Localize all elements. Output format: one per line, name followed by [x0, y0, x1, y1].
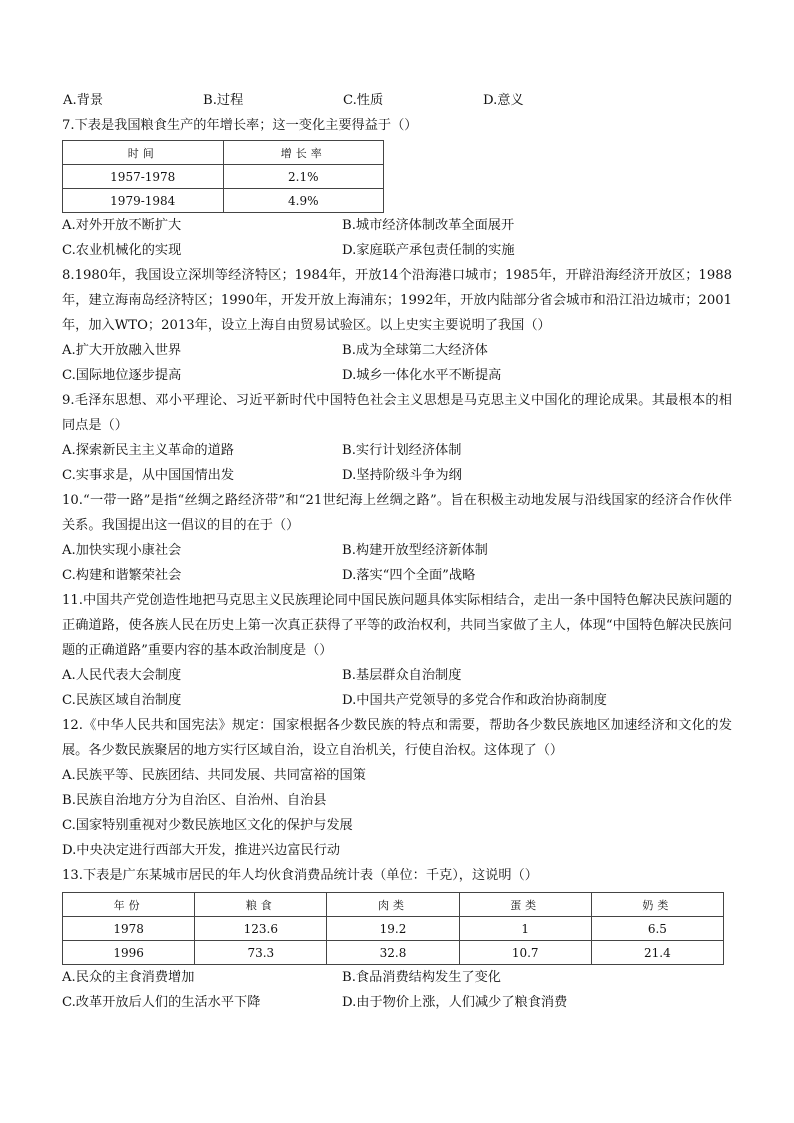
q11-option-a: A.人民代表大会制度 — [62, 668, 182, 683]
q7-option-c: C.农业机械化的实现 — [62, 243, 182, 258]
q12-option-a: A.民族平等、民族团结、共同发展、共同富裕的国策 — [62, 768, 366, 783]
q7-options-row1 — [62, 213, 732, 238]
q7-option-a: A.对外开放不断扩大 — [62, 218, 182, 233]
table-cell: 1979-1984 — [63, 189, 224, 213]
q13-options-row1 — [62, 965, 732, 990]
table-cell: 73.3 — [195, 941, 327, 965]
table-cell: 32.8 — [327, 941, 459, 965]
table-row — [63, 941, 724, 965]
q12-option-d: D.中央决定进行西部大开发，推进兴边富民行动 — [62, 843, 341, 858]
q9-option-b: B.实行计划经济体制 — [342, 443, 462, 458]
q7-stem: 7.下表是我国粮食生产的年增长率；这一变化主要得益于（） — [62, 118, 418, 133]
table-cell: 1957-1978 — [63, 165, 224, 189]
q10-options-row2 — [62, 563, 732, 588]
q6-option-c: C.性质 — [343, 93, 384, 108]
q8-option-d: D.城乡一体化水平不断提高 — [342, 368, 502, 383]
q11-option-c: C.民族区域自治制度 — [62, 693, 182, 708]
q7-options-row2 — [62, 238, 732, 263]
table-cell: 1996 — [63, 941, 195, 965]
table-row — [63, 917, 724, 941]
table-cell: 123.6 — [195, 917, 327, 941]
q10-option-c: C.构建和谐繁荣社会 — [62, 568, 182, 583]
q12-option-b: B.民族自治地方分为自治区、自治州、自治县 — [62, 793, 327, 808]
q11-option-b: B.基层群众自治制度 — [342, 668, 462, 683]
q11-options-row2 — [62, 688, 732, 713]
table-cell: 4.9% — [223, 189, 384, 213]
exam-page — [62, 88, 732, 1015]
q11-stem: 11.中国共产党创造性地把马克思主义民族理论同中国民族问题具体实际相结合，走出一条中国特色解决民族问题的正确道路，使各族人民在历史上第一次真正获得了平等的政治权利，共同当家做了主人，体现“中国特色解决民族问题的正确道路”重要内容的基本政治制度是（） — [62, 593, 732, 658]
table-cell: 19.2 — [327, 917, 459, 941]
table-cell: 1 — [459, 917, 591, 941]
q8-stem: 8.1980年，我国设立深圳等经济特区；1984年，开放14个沿海港口城市；1985年，开辟沿海经济开放区；1988年，建立海南岛经济特区；1990年，开发开放上海浦东；1992年，开放内陆部分省会城市和沿江沿边城市；2001年，加入WTO；2013年，设立上海自由贸易试验区。以上史实主要说明了我国（） — [62, 268, 732, 333]
q13-table-header: 蛋类 — [459, 893, 591, 917]
q7-option-d: D.家庭联产承包责任制的实施 — [342, 243, 515, 258]
q9-options-row1 — [62, 438, 732, 463]
q12-option-c: C.国家特别重视对少数民族地区文化的保护与发展 — [62, 818, 353, 833]
table-cell: 21.4 — [591, 941, 723, 965]
q11-options-row1 — [62, 663, 732, 688]
q10-option-a: A.加快实现小康社会 — [62, 543, 182, 558]
q8-options-row1 — [62, 338, 732, 363]
q13-option-c: C.改革开放后人们的生活水平下降 — [62, 995, 261, 1010]
q6-options — [63, 88, 732, 113]
q13-option-b: B.食品消费结构发生了变化 — [342, 970, 501, 985]
q13-option-d: D.由于物价上涨，人们减少了粮食消费 — [342, 995, 568, 1010]
table-cell: 6.5 — [591, 917, 723, 941]
q13-table-header: 年份 — [63, 893, 195, 917]
q9-option-a: A.探索新民主主义革命的道路 — [62, 443, 234, 458]
q9-options-row2 — [62, 463, 732, 488]
q8-option-b: B.成为全球第二大经济体 — [342, 343, 488, 358]
q13-table-header: 肉类 — [327, 893, 459, 917]
table-row — [63, 165, 384, 189]
table-cell: 2.1% — [223, 165, 384, 189]
q6-option-a: A.背景 — [63, 93, 104, 108]
q11-option-d: D.中国共产党领导的多党合作和政治协商制度 — [342, 693, 607, 708]
q6-option-d: D.意义 — [483, 93, 524, 108]
q13-stem: 13.下表是广东某城市居民的年人均伙食消费品统计表（单位：千克），这说明（） — [62, 868, 538, 883]
q10-options-row1 — [62, 538, 732, 563]
table-cell: 10.7 — [459, 941, 591, 965]
q13-option-a: A.民众的主食消费增加 — [62, 970, 195, 985]
q6-option-b: B.过程 — [203, 93, 244, 108]
q8-option-c: C.国际地位逐步提高 — [62, 368, 182, 383]
table-row — [63, 189, 384, 213]
q13-table-header: 奶类 — [591, 893, 723, 917]
q9-option-c: C.实事求是，从中国国情出发 — [62, 468, 235, 483]
q8-option-a: A.扩大开放融入世界 — [62, 343, 182, 358]
q7-option-b: B.城市经济体制改革全面展开 — [342, 218, 515, 233]
q13-options-row2 — [62, 990, 732, 1015]
q10-option-d: D.落实“四个全面”战略 — [342, 568, 476, 583]
q12-stem: 12.《中华人民共和国宪法》规定：国家根据各少数民族的特点和需要，帮助各少数民族地区加速经济和文化的发展。各少数民族聚居的地方实行区域自治，设立自治机关，行使自治权。这体现了（） — [62, 718, 732, 758]
q13-table — [62, 892, 724, 965]
q10-stem: 10.“一带一路”是指“丝绸之路经济带”和“21世纪海上丝绸之路”。旨在积极主动地发展与沿线国家的经济合作伙伴关系。我国提出这一倡议的目的在于（） — [62, 493, 732, 533]
q9-option-d: D.坚持阶级斗争为纲 — [342, 468, 462, 483]
q7-table-header: 时间 — [63, 141, 224, 165]
q10-option-b: B.构建开放型经济新体制 — [342, 543, 488, 558]
q8-options-row2 — [62, 363, 732, 388]
q9-stem: 9.毛泽东思想、邓小平理论、习近平新时代中国特色社会主义思想是马克思主义中国化的理论成果。其最根本的相同点是（） — [62, 393, 732, 433]
table-cell: 1978 — [63, 917, 195, 941]
q13-table-header: 粮食 — [195, 893, 327, 917]
q7-table — [62, 140, 384, 213]
q7-table-header: 增长率 — [223, 141, 384, 165]
